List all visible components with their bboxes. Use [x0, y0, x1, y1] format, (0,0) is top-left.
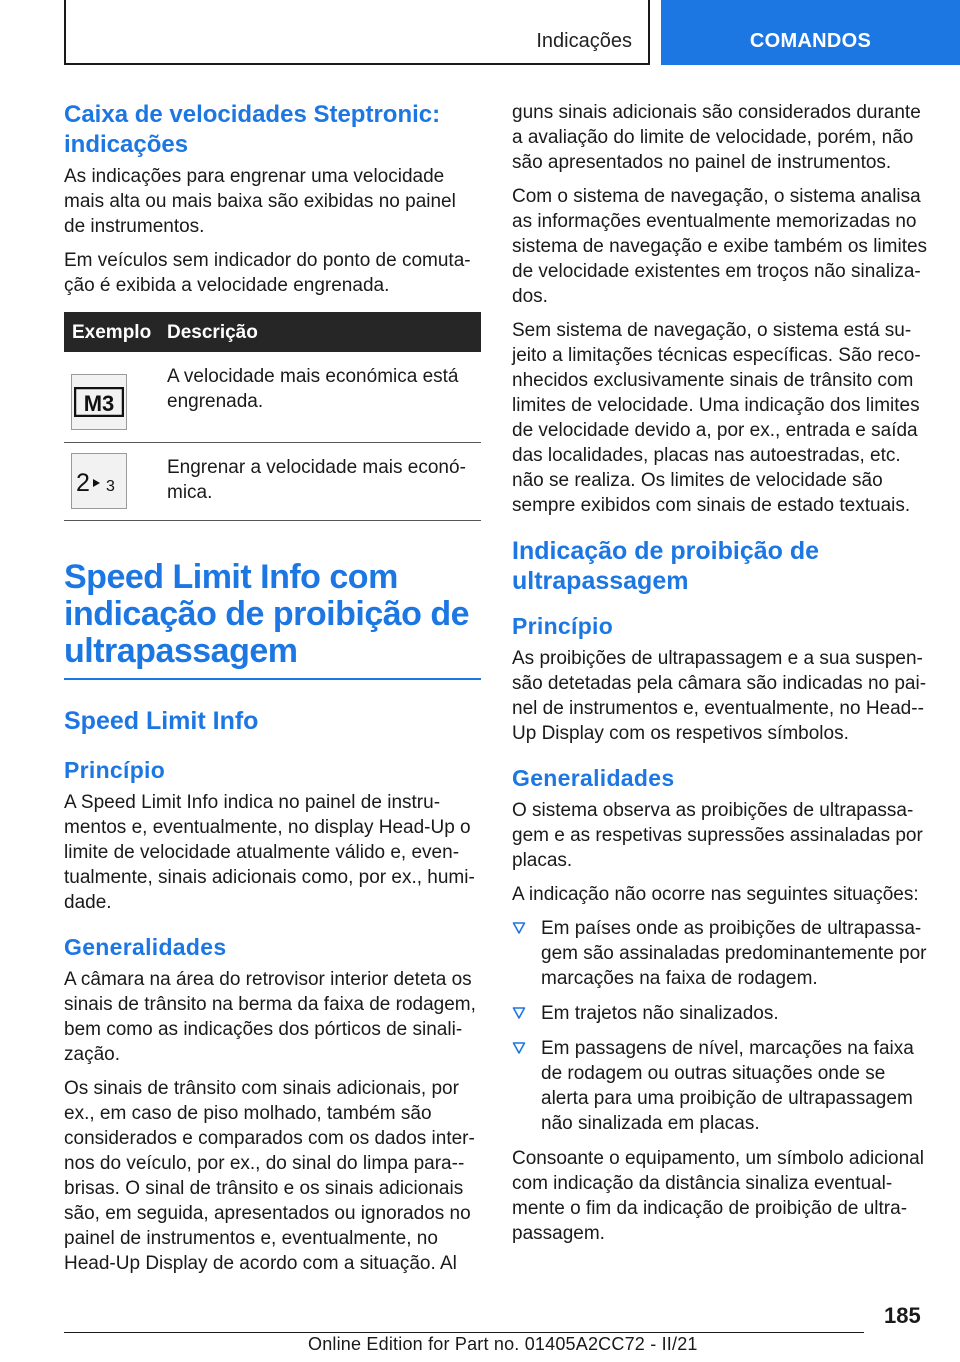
- table-header-description: Descrição: [157, 312, 481, 352]
- table-header-row: [64, 312, 481, 352]
- heading-steptronic: Caixa de velocidades Steptronic: indicações: [64, 101, 441, 158]
- bullet-triangle-icon: [512, 921, 526, 935]
- heading-generalidades: Generalidades: [64, 933, 227, 960]
- bullet-triangle-icon: [512, 1006, 526, 1020]
- list-item: [512, 1036, 928, 1136]
- gear-shift-2-to-3-icon: [71, 453, 127, 509]
- gear-from-label: 2: [76, 468, 90, 496]
- header-section-title: Indicações: [536, 30, 632, 52]
- paragraph: Com o sistema de navegação, o sistema analisa as informações eventualmente memorizadas no sistema de navegação e exibe também os limites de velocidade existentes em troços não sinalizados.: [512, 186, 928, 307]
- gear-m3-glyph: [74, 387, 124, 417]
- bullet-triangle-icon: [512, 1041, 526, 1055]
- table-row: [64, 442, 481, 520]
- paragraph: As indicações para engrenar uma velocidade mais alta ou mais baixa são exibidas no painel de instrumentos.: [64, 166, 456, 237]
- paragraph: A indicação não ocorre nas seguintes situações:: [512, 884, 919, 905]
- list-item: [512, 916, 928, 991]
- heading-principio: Princípio: [64, 756, 166, 783]
- left-column: [64, 100, 481, 1285]
- paragraph: Sem sistema de navegação, o sistema está sujeito a limitações técnicas específicas. São reconhecidos exclusivamente sinais de trânsito com limites de velocidade. Uma indicação dos limites de velocidade devido a, por ex., entrada e saída das localidades, placas nas autoestradas, etc. não se realiza. Os limites de velocidade são sempre exibidos com sinais de estado textuais.: [512, 320, 921, 516]
- footer-edition: Online Edition for Part no. 01405A2CC72 - II/21: [308, 1334, 698, 1354]
- list-item-text: Em trajetos não sinalizados.: [541, 1003, 779, 1024]
- gear-shift-glyph: [74, 466, 124, 496]
- list-item-text: Em passagens de nível, marcações na faixa de rodagem ou outras situações onde se alerta para uma proibição de ultrapassagem não sinalizada em placas.: [541, 1038, 914, 1134]
- paragraph: Consoante o equipamento, um símbolo adicional com indicação da distância sinaliza eventualmente o fim da indicação de proibição de ultrapassagem.: [512, 1148, 924, 1244]
- gear-indicator-table: [64, 312, 481, 521]
- paragraph: O sistema observa as proibições de ultrapassagem e as respetivas supressões assinaladas por placas.: [512, 800, 923, 871]
- paragraph: As proibições de ultrapassagem e a sua suspensão detetadas pela câmara são indicadas no painel de instrumentos e, eventualmente, no Head-Up Display com os respetivos símbolos.: [512, 648, 927, 744]
- table-header-example: Exemplo: [64, 312, 157, 352]
- table-row: [64, 352, 481, 442]
- header-chapter-tab[interactable]: COMANDOS: [661, 0, 960, 65]
- situation-list: [512, 916, 928, 1136]
- gear-to-label: 3: [106, 477, 115, 495]
- paragraph: guns sinais adicionais são considerados durante a avaliação do limite de velocidade, porém, não são apresentados no painel de instrumentos.: [512, 102, 921, 173]
- table-cell-description: A velocidade mais económica está engrenada.: [157, 352, 481, 442]
- gear-m3-label: M3: [83, 391, 115, 416]
- right-column: [512, 100, 928, 1255]
- paragraph: Os sinais de trânsito com sinais adicionais, por ex., em caso de piso molhado, também são considerados e comparados com os dados internos do veículo, por ex., do sinal do limpa para-brisas. O sinal de trânsito e os sinais adicionais são, em seguida, apresentados ou ignorados no painel de instrumentos e, eventualmente, no Head-Up Display de acordo com a situação. Al: [64, 1077, 475, 1274]
- table-cell-icon: [64, 442, 157, 520]
- paragraph: A Speed Limit Info indica no painel de instrumentos e, eventualmente, no display Head-Up o limite de velocidade atualmente válido e, eventualmente, sinais adicionais como, por ex., humidade.: [64, 791, 475, 913]
- heading-speed-limit-info: Speed Limit Info: [64, 706, 259, 735]
- list-item-text: Em países onde as proibições de ultrapassagem são assinaladas predominantemente por marcações na faixa de rodagem.: [541, 918, 927, 989]
- heading-principio: Princípio: [512, 613, 614, 639]
- footer-divider: [64, 1332, 864, 1333]
- list-item: [512, 1001, 928, 1026]
- header-frame: [64, 0, 650, 65]
- heading-generalidades: Generalidades: [512, 765, 675, 791]
- table-cell-icon: [64, 352, 157, 442]
- page-number: 185: [884, 1303, 921, 1328]
- table-cell-description: Engrenar a velocidade mais económica.: [157, 442, 481, 520]
- heading-overtaking-ban: Indicação de proibição de ultrapassagem: [512, 537, 820, 595]
- gear-m3-icon: [71, 374, 127, 430]
- paragraph: Em veículos sem indicador do ponto de comutação é exibida a velocidade engrenada.: [64, 250, 471, 296]
- heading-speed-limit-info-chapter: Speed Limit Info com indicação de proibição de ultrapassagem: [64, 559, 481, 680]
- paragraph: A câmara na área do retrovisor interior deteta os sinais de trânsito na berma da faixa de rodagem, bem como as indicações dos pórticos de sinalização.: [64, 968, 476, 1065]
